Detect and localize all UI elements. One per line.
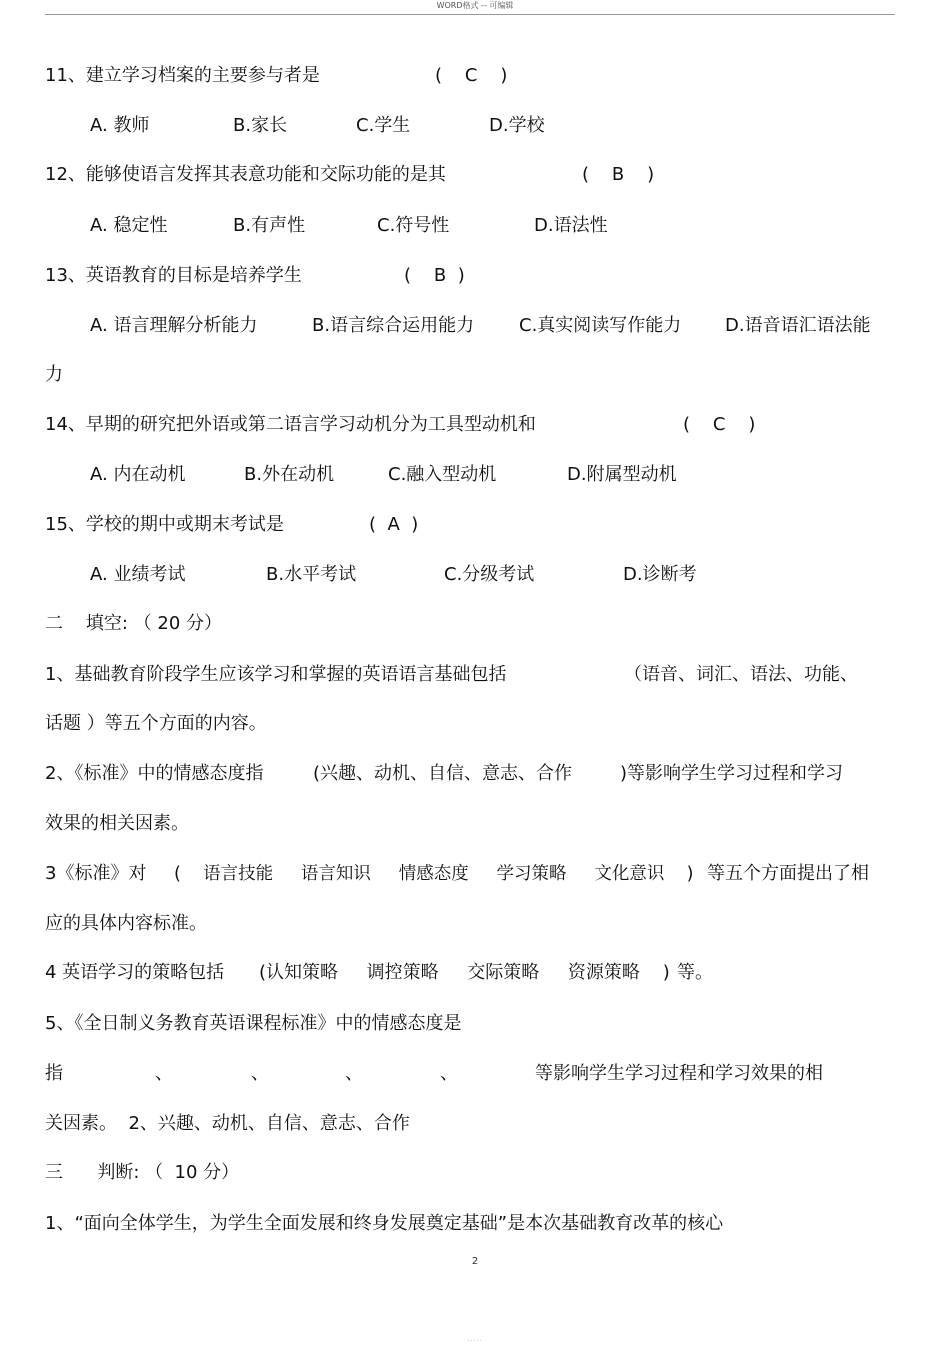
question-15-option-b: B.水平考试 — [266, 564, 357, 585]
section-3-title: 三 判断: （ 10 分） — [45, 1162, 240, 1183]
question-14-option-b: B.外在动机 — [244, 464, 335, 485]
question-13-option-d: D.语音语汇语法能 — [725, 315, 871, 336]
fill-2-continuation: 效果的相关因素。 — [45, 813, 189, 834]
question-11-answer: ( C ) — [435, 65, 508, 86]
fill-2-answer: (兴趣、动机、自信、意志、合作 — [313, 763, 573, 784]
fill-5-continuation: 关因素。 2、兴趣、动机、自信、意志、合作 — [45, 1113, 410, 1134]
question-11-option-b: B.家长 — [233, 115, 288, 136]
fill-1-text: 1、基础教育阶段学生应该学习和掌握的英语语言基础包括 — [45, 664, 507, 685]
question-11-option-a: A. 教师 — [90, 115, 150, 136]
question-13-option-b: B.语言综合运用能力 — [312, 315, 475, 336]
fill-1-answer: （语音、词汇、语法、功能、 — [624, 664, 858, 685]
fill-3-text: 3《标准》对 — [45, 863, 147, 884]
header-divider — [45, 14, 895, 15]
question-12-option-d: D.语法性 — [534, 215, 608, 236]
fill-4-text: 4 英语学习的策略包括 — [45, 962, 225, 983]
question-14-option-c: C.融入型动机 — [388, 464, 497, 485]
fill-4-text-after: 等。 — [677, 962, 713, 983]
fill-2-text: 2、《标准》中的情感态度指 — [45, 763, 264, 784]
fill-5-separator: 、 — [251, 1063, 269, 1084]
fill-5-separator: 、 — [155, 1063, 173, 1084]
question-12-option-b: B.有声性 — [233, 215, 306, 236]
fill-1-continuation: 话题 ）等五个方面的内容。 — [45, 713, 267, 734]
question-13-option-c: C.真实阅读写作能力 — [519, 315, 682, 336]
question-11-option-c: C.学生 — [356, 115, 411, 136]
fill-5-separator: 、 — [345, 1063, 363, 1084]
fill-5-separator: 、 — [440, 1063, 458, 1084]
question-12-stem: 12、能够使语言发挥其表意功能和交际功能的是其 — [45, 164, 446, 185]
question-11-option-d: D.学校 — [489, 115, 545, 136]
fill-3-text-after: 等五个方面提出了相 — [707, 863, 869, 884]
fill-5-text: 5、《全日制义务教育英语课程标准》中的情感态度是 — [45, 1013, 462, 1034]
question-13-wrap: 力 — [45, 364, 63, 385]
fill-3-continuation: 应的具体内容标准。 — [45, 913, 207, 934]
question-15-option-d: D.诊断考 — [623, 564, 697, 585]
question-12-answer: ( B ) — [582, 164, 655, 185]
question-13-option-a: A. 语言理解分析能力 — [90, 315, 258, 336]
question-12-option-a: A. 稳定性 — [90, 215, 168, 236]
section-2-title: 二 填空: （ 20 分） — [45, 613, 223, 634]
question-13-answer: ( B ) — [404, 265, 465, 286]
fill-3-answer: ( 语言技能 语言知识 情感态度 学习策略 文化意识 ) — [174, 864, 694, 884]
fill-5-text-after: 等影响学生学习过程和学习效果的相 — [535, 1063, 823, 1084]
question-15-answer: ( A ) — [369, 514, 419, 535]
question-14-option-d: D.附属型动机 — [567, 464, 677, 485]
page-header: WORD格式 -- 可编辑 — [436, 1, 514, 10]
question-15-option-a: A. 业绩考试 — [90, 564, 186, 585]
question-14-stem: 14、早期的研究把外语或第二语言学习动机分为工具型动机和 — [45, 414, 536, 435]
question-14-answer: ( C ) — [683, 414, 756, 435]
fill-2-text-after: )等影响学生学习过程和学习 — [620, 763, 844, 784]
question-15-stem: 15、学校的期中或期末考试是 — [45, 514, 284, 535]
page-number: 2 — [471, 1256, 479, 1267]
question-15-option-c: C.分级考试 — [444, 564, 535, 585]
fill-5-zhi: 指 — [45, 1063, 63, 1084]
question-11-stem: 11、建立学习档案的主要参与者是 — [45, 65, 320, 86]
judge-1-text: 1、“面向全体学生，为学生全面发展和终身发展奠定基础”是本次基础教育改革的核心 — [45, 1213, 724, 1234]
page-footer: ..... — [467, 1336, 483, 1343]
fill-4-answer: (认知策略 调控策略 交际策略 资源策略 ) — [259, 962, 670, 983]
question-14-option-a: A. 内在动机 — [90, 464, 186, 485]
question-13-stem: 13、英语教育的目标是培养学生 — [45, 265, 302, 286]
question-12-option-c: C.符号性 — [377, 215, 450, 236]
